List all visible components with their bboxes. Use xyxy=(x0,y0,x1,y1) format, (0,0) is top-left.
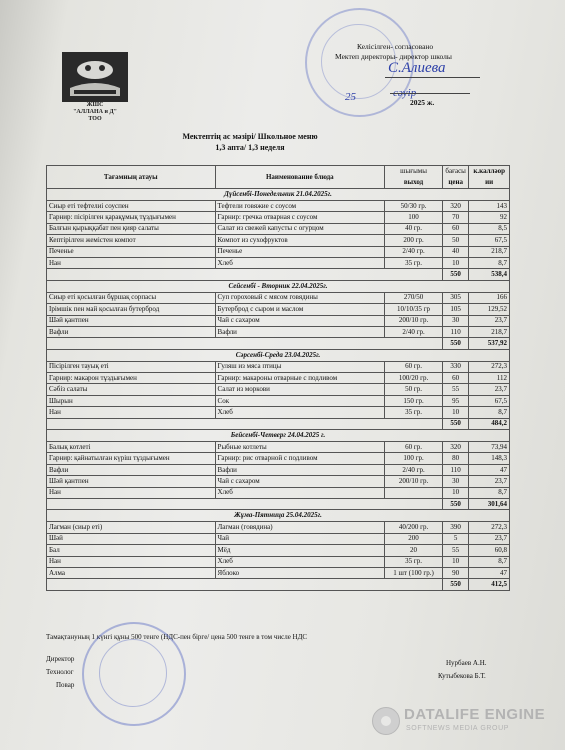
dish-yield: 100 xyxy=(385,212,443,223)
day-name: Бейсенбі-Четверг 24.04.2025 г. xyxy=(47,430,510,442)
dish-price: 30 xyxy=(442,315,468,326)
approval-director: Мектеп директоры- директор школы xyxy=(335,52,452,61)
dish-kz: Бал xyxy=(47,545,216,556)
signer-name-1: Нурбаев А.Н. xyxy=(446,659,487,667)
dish-yield: 40/200 гр. xyxy=(385,522,443,533)
total-price: 550 xyxy=(442,418,468,429)
total-spacer xyxy=(47,338,443,349)
dish-kcal: 8,5 xyxy=(469,223,510,234)
header-yield-top: шығымы xyxy=(385,166,443,178)
dish-kcal: 23,7 xyxy=(469,315,510,326)
total-kcal: 538,4 xyxy=(469,269,510,280)
dish-kz: Лагман (сиыр еті) xyxy=(47,522,216,533)
dish-price: 10 xyxy=(442,556,468,567)
dish-kcal: 60,8 xyxy=(469,545,510,556)
dish-kcal: 143 xyxy=(469,201,510,212)
dish-kcal: 47 xyxy=(469,464,510,475)
dish-price: 90 xyxy=(442,567,468,578)
dish-price: 320 xyxy=(442,442,468,453)
dish-kz: Алма xyxy=(47,567,216,578)
table-row xyxy=(47,567,510,578)
dish-kcal: 218,7 xyxy=(469,326,510,337)
dish-kz: Кептірілген жемістен компот xyxy=(47,235,216,246)
dish-kcal: 23,7 xyxy=(469,533,510,544)
approval-block xyxy=(335,42,515,62)
dish-ru: Компот из сухофруктов xyxy=(215,235,385,246)
dish-yield: 60 гр. xyxy=(385,442,443,453)
dish-yield: 100/20 гр. xyxy=(385,373,443,384)
dish-ru: Рыбные котлеты xyxy=(215,442,385,453)
day-header-row xyxy=(47,430,510,442)
watermark-logo-icon xyxy=(372,707,400,735)
total-spacer xyxy=(47,498,443,509)
dish-price: 10 xyxy=(442,257,468,268)
dish-yield: 200/10 гр. xyxy=(385,315,443,326)
table-row xyxy=(47,235,510,246)
table-row xyxy=(47,487,510,498)
dish-kcal: 129,52 xyxy=(469,304,510,315)
day-header-row xyxy=(47,189,510,201)
dish-ru: Вафли xyxy=(215,326,385,337)
table-row xyxy=(47,223,510,234)
table-row xyxy=(47,246,510,257)
total-kcal: 301,64 xyxy=(469,498,510,509)
dish-yield: 35 гр. xyxy=(385,257,443,268)
dish-ru: Суп гороховый с мясом говядины xyxy=(215,292,385,303)
table-row xyxy=(47,304,510,315)
dish-ru: Бутерброд с сыром и маслом xyxy=(215,304,385,315)
header-kcal-top: к.калләор xyxy=(469,166,510,178)
dish-price: 305 xyxy=(442,292,468,303)
dish-price: 30 xyxy=(442,476,468,487)
table-header-row xyxy=(47,166,510,178)
dish-kz: Балық котлеті xyxy=(47,442,216,453)
dish-ru: Чай с сахаром xyxy=(215,476,385,487)
header-kcal-bottom: ии xyxy=(469,177,510,189)
table-row xyxy=(47,361,510,372)
table-row xyxy=(47,326,510,337)
dish-ru: Чай xyxy=(215,533,385,544)
dish-kz: Вафли xyxy=(47,464,216,475)
total-price: 550 xyxy=(442,498,468,509)
dish-yield xyxy=(385,487,443,498)
dish-ru: Тефтели говяжие с соусом xyxy=(215,201,385,212)
date-month-line xyxy=(390,93,470,94)
total-row xyxy=(47,338,510,349)
dish-price: 70 xyxy=(442,212,468,223)
dish-price: 330 xyxy=(442,361,468,372)
director-label: Директор xyxy=(46,655,75,663)
title-line1: Мектептің ас мәзірі/ Школьное меню xyxy=(182,132,318,141)
dish-kcal: 92 xyxy=(469,212,510,223)
dish-kcal: 218,7 xyxy=(469,246,510,257)
dish-kcal: 8,7 xyxy=(469,487,510,498)
company-stamp xyxy=(82,622,186,726)
dish-ru: Гарнир: рис отварной с подливом xyxy=(215,453,385,464)
approval-agreed: Келісілген- согласовано xyxy=(357,42,434,51)
table-row xyxy=(47,292,510,303)
table-row xyxy=(47,453,510,464)
header-ru: Наименование блюда xyxy=(215,166,385,189)
dish-yield: 270/50 xyxy=(385,292,443,303)
cook-label: Повар xyxy=(56,681,75,689)
table-row xyxy=(47,257,510,268)
watermark-title: DATALIFE ENGINE xyxy=(404,706,546,723)
header-price-bottom: цена xyxy=(442,177,468,189)
dish-kz: Сиыр еті тефтелиі соуспен xyxy=(47,201,216,212)
dish-ru: Хлеб xyxy=(215,487,385,498)
dish-yield: 10/10/35 гр xyxy=(385,304,443,315)
dish-yield: 150 гр. xyxy=(385,395,443,406)
dish-yield: 60 гр. xyxy=(385,361,443,372)
dish-kcal: 73,94 xyxy=(469,442,510,453)
company-logo xyxy=(60,50,130,104)
date-year: 2025 ж. xyxy=(410,98,435,107)
dish-price: 390 xyxy=(442,522,468,533)
dish-price: 105 xyxy=(442,304,468,315)
dish-price: 110 xyxy=(442,326,468,337)
dish-ru: Лагман (говядина) xyxy=(215,522,385,533)
table-row xyxy=(47,407,510,418)
logo-line2: "АЛЛАНА и Д" xyxy=(73,109,117,115)
dish-kz: Шәй қантпен xyxy=(47,476,216,487)
dish-ru: Хлеб xyxy=(215,556,385,567)
page-title xyxy=(120,131,380,153)
dish-kz: Балғын қырыққабат пен қияр салаты xyxy=(47,223,216,234)
dish-kz: Гарнир: қайнатылған күріш тұздығымен xyxy=(47,453,216,464)
table-row xyxy=(47,533,510,544)
dish-yield: 2/40 гр. xyxy=(385,464,443,475)
dish-kz: Гарнир: пісірілген қарақұмық тұздығымен xyxy=(47,212,216,223)
table-row xyxy=(47,464,510,475)
signature-line xyxy=(385,77,480,78)
logo-line1: ЖШС xyxy=(86,102,104,108)
dish-kz: Сиыр еті қосылған бұршақ сорпасы xyxy=(47,292,216,303)
dish-kz: Сәбіз салаты xyxy=(47,384,216,395)
dish-kz: Пісірілген тауық еті xyxy=(47,361,216,372)
dish-ru: Сок xyxy=(215,395,385,406)
dish-price: 80 xyxy=(442,453,468,464)
dish-yield: 50/30 гр. xyxy=(385,201,443,212)
dish-kz: Нан xyxy=(47,257,216,268)
dish-kcal: 166 xyxy=(469,292,510,303)
total-kcal: 412,5 xyxy=(469,579,510,590)
dish-kz: Нан xyxy=(47,487,216,498)
dish-ru: Гарнир: макароны отварные с подливом xyxy=(215,373,385,384)
dish-kz: Шырын xyxy=(47,395,216,406)
dish-kz: Нан xyxy=(47,556,216,567)
total-spacer xyxy=(47,269,443,280)
dish-ru: Мёд xyxy=(215,545,385,556)
header-kz: Тағамның атауы xyxy=(47,166,216,189)
dish-price: 320 xyxy=(442,201,468,212)
dish-price: 10 xyxy=(442,487,468,498)
price-footnote: Тамақтануның 1 күнгі құны 500 тенге (НДС-пен бірге/ цена 500 тенге в том числе НДС xyxy=(46,633,308,641)
dish-price: 95 xyxy=(442,395,468,406)
dish-yield: 35 гр. xyxy=(385,556,443,567)
date-day: 25 xyxy=(345,91,356,103)
logo-caption xyxy=(50,102,140,123)
dish-price: 60 xyxy=(442,223,468,234)
dish-yield: 35 гр. xyxy=(385,407,443,418)
dish-ru: Салат из моркови xyxy=(215,384,385,395)
table-row xyxy=(47,395,510,406)
watermark xyxy=(372,705,557,739)
day-name: Сейсенбі - Вторник 22.04.2025г. xyxy=(47,280,510,292)
dish-ru: Хлеб xyxy=(215,407,385,418)
total-spacer xyxy=(47,579,443,590)
day-header-row xyxy=(47,280,510,292)
total-row xyxy=(47,498,510,509)
table-row xyxy=(47,212,510,223)
dish-ru: Хлеб xyxy=(215,257,385,268)
table-row xyxy=(47,522,510,533)
header-price-top: бағасы xyxy=(442,166,468,178)
dish-price: 110 xyxy=(442,464,468,475)
dish-kcal: 272,3 xyxy=(469,361,510,372)
dish-kcal: 148,3 xyxy=(469,453,510,464)
dish-price: 55 xyxy=(442,545,468,556)
dish-ru: Печенье xyxy=(215,246,385,257)
dish-kz: Нан xyxy=(47,407,216,418)
dish-kz: Гарнир: макарон тұздығымен xyxy=(47,373,216,384)
title-line2: 1,3 апта/ 1,3 неделя xyxy=(215,143,285,152)
watermark-subtitle: SOFTNEWS MEDIA GROUP xyxy=(406,725,510,732)
dish-yield: 1 шт (100 гр.) xyxy=(385,567,443,578)
dish-yield: 100 гр. xyxy=(385,453,443,464)
dish-price: 5 xyxy=(442,533,468,544)
dish-kcal: 47 xyxy=(469,567,510,578)
dish-yield: 50 гр. xyxy=(385,384,443,395)
dish-ru: Яблоко xyxy=(215,567,385,578)
total-spacer xyxy=(47,418,443,429)
menu-body xyxy=(47,189,510,591)
table-row xyxy=(47,315,510,326)
dish-kz: Вафли xyxy=(47,326,216,337)
total-kcal: 484,2 xyxy=(469,418,510,429)
dish-kcal: 67,5 xyxy=(469,395,510,406)
dish-ru: Гуляш из мяса птицы xyxy=(215,361,385,372)
total-row xyxy=(47,579,510,590)
approval-signature: С.Алиева xyxy=(388,60,446,76)
dish-kcal: 67,5 xyxy=(469,235,510,246)
table-row xyxy=(47,442,510,453)
day-header-row xyxy=(47,510,510,522)
table-row xyxy=(47,373,510,384)
dish-price: 50 xyxy=(442,235,468,246)
dish-kcal: 8,7 xyxy=(469,407,510,418)
dish-kz: Шәй xyxy=(47,533,216,544)
dish-yield: 200/10 гр. xyxy=(385,476,443,487)
table-row xyxy=(47,476,510,487)
dish-yield: 40 гр. xyxy=(385,223,443,234)
logo-line3: ТОО xyxy=(88,116,102,122)
dish-ru: Салат из свежей капусты с огурцом xyxy=(215,223,385,234)
dish-yield: 200 xyxy=(385,533,443,544)
dish-yield: 2/40 гр. xyxy=(385,326,443,337)
table-row xyxy=(47,201,510,212)
day-name: Сәрсенбі-Среда 23.04.2025г. xyxy=(47,349,510,361)
total-row xyxy=(47,269,510,280)
dish-kcal: 112 xyxy=(469,373,510,384)
day-header-row xyxy=(47,349,510,361)
dish-price: 40 xyxy=(442,246,468,257)
dish-price: 10 xyxy=(442,407,468,418)
dish-yield: 2/40 гр. xyxy=(385,246,443,257)
menu-table xyxy=(46,165,510,591)
day-name: Жұма-Пятница 25.04.2025г. xyxy=(47,510,510,522)
total-kcal: 537,92 xyxy=(469,338,510,349)
dish-kcal: 8,7 xyxy=(469,556,510,567)
dish-kcal: 8,7 xyxy=(469,257,510,268)
dish-yield: 200 гр. xyxy=(385,235,443,246)
dish-ru: Чай с сахаром xyxy=(215,315,385,326)
total-price: 550 xyxy=(442,269,468,280)
total-row xyxy=(47,418,510,429)
dish-yield: 20 xyxy=(385,545,443,556)
dish-kcal: 272,3 xyxy=(469,522,510,533)
dish-kcal: 23,7 xyxy=(469,384,510,395)
dish-kz: Шәй қантпен xyxy=(47,315,216,326)
dish-ru: Гарнир: гречка отварная с соусом xyxy=(215,212,385,223)
dish-ru: Вафли xyxy=(215,464,385,475)
table-row xyxy=(47,384,510,395)
signer-name-2: Кутыбекова Б.Т. xyxy=(438,672,486,680)
dish-kcal: 23,7 xyxy=(469,476,510,487)
dish-price: 60 xyxy=(442,373,468,384)
total-price: 550 xyxy=(442,579,468,590)
total-price: 550 xyxy=(442,338,468,349)
day-name: Дүйсенбі-Понедельник 21.04.2025г. xyxy=(47,189,510,201)
table-row xyxy=(47,545,510,556)
table-row xyxy=(47,556,510,567)
dish-price: 55 xyxy=(442,384,468,395)
technologist-label: Технолог xyxy=(46,668,74,676)
date-month: сәуір xyxy=(393,87,417,99)
header-yield-bottom: выход xyxy=(385,177,443,189)
dish-kz: Печенье xyxy=(47,246,216,257)
dish-kz: Ірімшік пен май қосылған бутерброд xyxy=(47,304,216,315)
